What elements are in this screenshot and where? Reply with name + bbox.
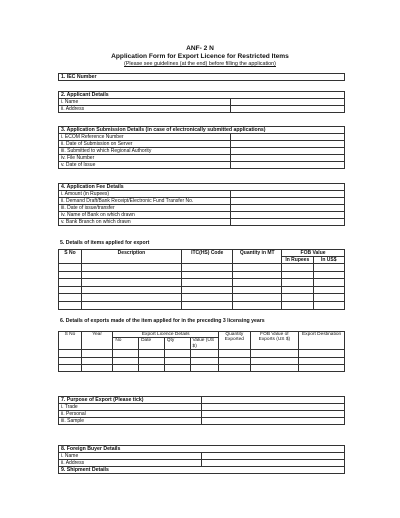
items-section-title: 5. Details of items applied for export: [60, 240, 150, 246]
table-row: [59, 286, 345, 294]
form-title: Application Form for Export Licence for Restricted Items: [111, 53, 289, 60]
exports-licence-value-header: Value (US $): [190, 338, 219, 350]
applicant-details-title: 2. Applicant Details: [59, 92, 345, 99]
buyer-details-table: [58, 445, 345, 474]
items-sno-header: S No: [59, 250, 82, 264]
items-itc-header: ITC(HS) Code: [181, 250, 232, 264]
exports-licence-qty-header: Qty: [164, 338, 190, 350]
issue-date-label: v. Date of Issue: [59, 162, 231, 169]
regional-authority-field[interactable]: [230, 148, 344, 155]
applicant-details-table: [58, 91, 345, 113]
form-note-text: (Please see guidelines (at the end) before filling the application): [124, 61, 276, 67]
table-row: [59, 357, 345, 364]
fee-details-title: 4. Application Fee Details: [59, 184, 345, 191]
bank-name-field[interactable]: [230, 212, 344, 219]
exports-licence-date-header: Date: [139, 338, 165, 350]
purpose-title: 7. Purpose of Export (Please tick): [59, 397, 202, 404]
file-number-label: iv. File Number: [59, 155, 231, 162]
exports-table: [58, 331, 345, 372]
items-description-header: Description: [81, 250, 181, 264]
exports-destination-header: Export Destination: [299, 332, 345, 350]
table-row: [59, 365, 345, 372]
buyer-name-label: i. Name: [59, 453, 202, 460]
applicant-address-label: ii. Address: [59, 106, 231, 113]
file-number-field[interactable]: [230, 155, 344, 162]
purpose-personal-checkbox[interactable]: [202, 411, 345, 418]
exports-sno-header: S No: [59, 332, 82, 350]
iec-number-label: 1. IEC Number: [59, 74, 345, 81]
buyer-address-label: ii. Address: [59, 460, 202, 467]
purpose-trade-label: i. Trade: [59, 404, 202, 411]
ecom-ref-field[interactable]: [230, 134, 344, 141]
buyer-name-field[interactable]: [202, 453, 345, 460]
purpose-personal-label: ii. Personal: [59, 411, 202, 418]
bank-name-label: iv. Name of Bank on which drawn: [59, 212, 231, 219]
submission-details-table: [58, 126, 345, 169]
exports-licence-no-header: No: [113, 338, 139, 350]
dd-number-label: ii. Demand Draft/Bank Receipt/Electronic Fund Transfer No.: [59, 198, 231, 205]
submission-date-label: ii. Date of Submission on Server: [59, 141, 231, 148]
bank-branch-label: v. Bank Branch on which drawn: [59, 219, 231, 226]
items-quantity-header: Quantity in MT: [233, 250, 282, 264]
fee-amount-label: i. Amount (in Rupees): [59, 191, 231, 198]
fee-details-table: [58, 183, 345, 226]
shipment-details-title: 9. Shipment Details: [59, 467, 345, 474]
applicant-address-field[interactable]: [230, 106, 344, 113]
table-row: [59, 279, 345, 287]
table-row: [59, 271, 345, 279]
transfer-date-label: iii. Date of issue/transfer: [59, 205, 231, 212]
exports-quantity-header: Quantity Exported: [219, 332, 250, 350]
bank-branch-field[interactable]: [230, 219, 344, 226]
items-fob-inr-header: In Rupees: [282, 257, 313, 264]
purpose-sample-checkbox[interactable]: [202, 418, 345, 425]
fee-amount-field[interactable]: [230, 191, 344, 198]
iec-number-table: [58, 73, 345, 81]
table-row: [59, 264, 345, 272]
exports-licence-header: Export Licence Details: [113, 332, 219, 338]
purpose-sample-label: iii. Sample: [59, 418, 202, 425]
regional-authority-label: iii. Submitted to which Regional Authority: [59, 148, 231, 155]
applicant-name-field[interactable]: [230, 99, 344, 106]
purpose-trade-checkbox[interactable]: [202, 404, 345, 411]
dd-number-field[interactable]: [230, 198, 344, 205]
items-fob-usd-header: In US$: [313, 257, 344, 264]
exports-year-header: Year: [81, 332, 112, 350]
ecom-ref-label: i. ECOM Reference Number: [59, 134, 231, 141]
applicant-name-label: i. Name: [59, 99, 231, 106]
buyer-details-title: 8. Foreign Buyer Details: [59, 446, 345, 453]
items-table: [58, 249, 345, 310]
transfer-date-field[interactable]: [230, 205, 344, 212]
exports-fob-header: FOB Value of Exports (US $): [250, 332, 299, 350]
table-row: [59, 294, 345, 302]
table-row: [59, 350, 345, 357]
submission-details-title: 3. Application Submission Details (in case of electronically submitted applications): [59, 127, 345, 134]
purpose-table: [58, 396, 345, 425]
form-note: [0, 61, 400, 67]
table-row: [59, 301, 345, 309]
issue-date-field[interactable]: [230, 162, 344, 169]
form-code: ANF- 2 N: [186, 45, 214, 52]
buyer-address-field[interactable]: [202, 460, 345, 467]
submission-date-field[interactable]: [230, 141, 344, 148]
items-fob-header: FOB Value: [282, 250, 345, 257]
exports-section-title: 6. Details of exports made of the item applied for in the preceding 3 licensing years: [60, 318, 265, 324]
